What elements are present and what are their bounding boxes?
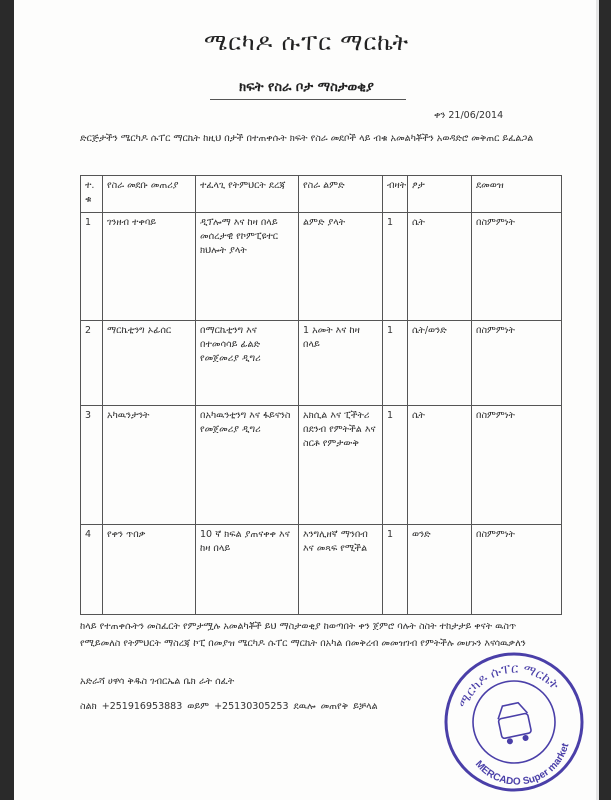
cell-gender: ወንድ xyxy=(408,525,472,615)
header-experience: የስራ ልምድ xyxy=(299,176,383,213)
stamp-top-text: ሜርካዶ ሱፐር ማርኬት xyxy=(456,661,562,711)
cell-quantity: 1 xyxy=(383,321,408,406)
job-vacancies-table xyxy=(80,175,562,615)
header-number: ተ. ቁ xyxy=(81,176,103,213)
cell-salary: በስምምነት xyxy=(472,525,562,615)
stamp-bottom-text: MERCADO Super market xyxy=(472,742,572,788)
cell-position: አካዉንታንት xyxy=(103,406,196,525)
header-position: የስራ መደቡ መጠሪያ xyxy=(103,176,196,213)
address-line: አድራሻ ሀዋሳ ቅዱስ ገብርኤል ቤክ ራት ሰፈት xyxy=(80,676,235,687)
cell-experience: 1 አመት እና ከዛ በላይ xyxy=(299,321,383,406)
cell-experience: አክሲል እና ፒችትሪ በደንብ የምትችል እና ስርቶ የምታውቅ xyxy=(299,406,383,525)
contact-line: ስልክ +251916953883 ወይም +25130305253 ደዉሎ መጠየቅ ይቻላል xyxy=(80,701,378,712)
cell-number: 3 xyxy=(81,406,103,525)
subtitle-underline xyxy=(210,99,406,100)
cell-gender: ሴት xyxy=(408,213,472,321)
company-title: ሜርካዶ ሱፐር ማርኬት xyxy=(203,30,410,56)
cell-education: 10 ኛ ክፍል ያጠናቀቀ እና ከዛ በላይ xyxy=(196,525,299,615)
cell-position: የቀን ጥበቃ xyxy=(103,525,196,615)
cell-education: ዲፕሎማ እና ከዛ በላይ መሰረታዊ የኮምፒዩተር ክህሎት ያላት xyxy=(196,213,299,321)
cell-gender: ሴት/ወንድ xyxy=(408,321,472,406)
application-instructions: ከላይ የተጠቀሱትን መስፈርት የምታሟሉ አመልካቾች ይህ ማስታወቂያ ከወጣበት ቀን ጀምሮ ባሉት ስስት ተከታታይ ቀናት ዉስጥ የሚይመለስ የትምህርት ማስረጃ ኮፒ በመያዝ ሜርካዶ ሱፐር ማርኬት በአካል በመቅረብ መመዝገብ የምትችሉ መሆኑን እናሳዉቃለን xyxy=(80,621,526,649)
document-subtitle: ክፍት የስራ ቦታ ማስታወቂያ xyxy=(239,80,374,95)
cell-quantity: 1 xyxy=(383,525,408,615)
cell-experience: እንግሊዘኛ ማንበብ እና መጻፍ የሚችል xyxy=(299,525,383,615)
cell-quantity: 1 xyxy=(383,213,408,321)
stamp-emblem-icon xyxy=(496,701,533,745)
document-date: ቀን 21/06/2014 xyxy=(434,110,504,121)
cell-number: 2 xyxy=(81,321,103,406)
header-education: ተፈላጊ የትምህርት ደረጃ xyxy=(196,176,299,213)
document-page xyxy=(14,0,599,800)
table-row xyxy=(81,406,562,525)
table-row xyxy=(81,321,562,406)
company-stamp xyxy=(442,650,587,795)
cell-position: ማርኬቲንግ ኦፊሰር xyxy=(103,321,196,406)
table-row xyxy=(81,525,562,615)
header-quantity: ብዛት xyxy=(383,176,408,213)
cell-experience: ልምድ ያላት xyxy=(299,213,383,321)
cell-salary: በስምምነት xyxy=(472,406,562,525)
table-header-row xyxy=(81,176,562,213)
cell-gender: ሴት xyxy=(408,406,472,525)
cell-position: ገንዘብ ተቀባይ xyxy=(103,213,196,321)
cell-salary: በስምምነት xyxy=(472,213,562,321)
header-gender: ፆታ xyxy=(408,176,472,213)
intro-paragraph: ድርጅታችን ሜርካዶ ሱፐር ማርኬት ከዚህ በታች በተጠቀሱት ክፍት የስራ መደቦች ላይ ብቁ አመልካቾችን አወዳድሮ መቅጠር ይፈልጋል xyxy=(80,133,534,144)
cell-education: በማርኬቲንግ እና በተመሳሳይ ፊልድ የመጀመሪያ ዲግሪ xyxy=(196,321,299,406)
cell-number: 1 xyxy=(81,213,103,321)
cell-salary: በስምምነት xyxy=(472,321,562,406)
cell-quantity: 1 xyxy=(383,406,408,525)
cell-education: በአካዉንቲንግ እና ፋይናንስ የመጀመሪያ ዲግሪ xyxy=(196,406,299,525)
header-salary: ደመወዝ xyxy=(472,176,562,213)
table-row xyxy=(81,213,562,321)
cell-number: 4 xyxy=(81,525,103,615)
page-edge xyxy=(596,0,599,800)
